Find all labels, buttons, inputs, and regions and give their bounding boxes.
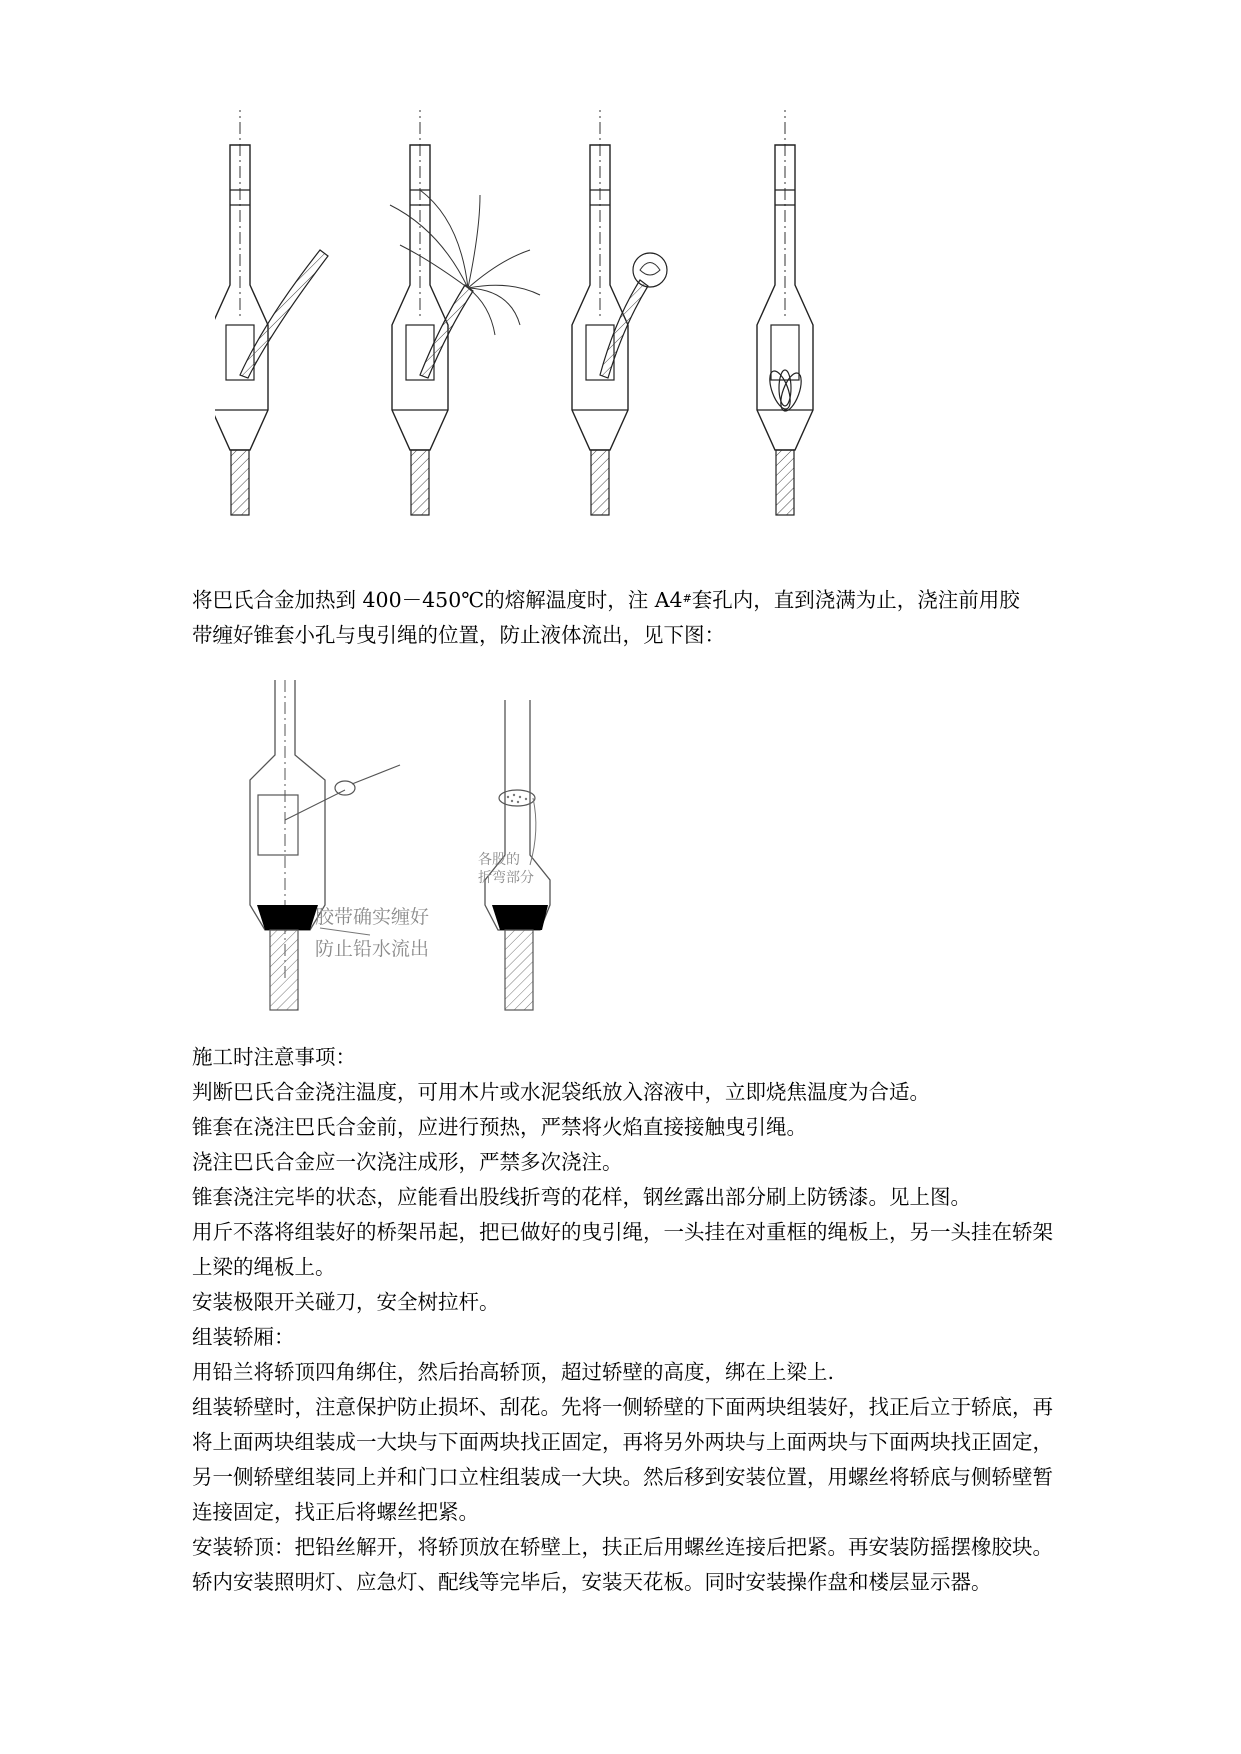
note-item: 锥套浇注完毕的状态，应能看出股线折弯的花样，钢丝露出部分刷上防锈漆。见上图。 (192, 1185, 971, 1209)
tape-label-line-1: 胶带确实缠好 (315, 906, 430, 928)
stage-3-diagram (572, 110, 667, 515)
caption-line-1-tail: 套孔内，直到浇满为止，浇注前用胶 (691, 588, 1020, 612)
stage-2-diagram (390, 110, 540, 515)
construction-notes (192, 1040, 1062, 1600)
note-item: 浇注巴氏合金应一次浇注成形，严禁多次浇注。 (192, 1150, 623, 1174)
stage-4-diagram (757, 110, 813, 515)
tape-label-line-2: 防止铅水流出 (315, 938, 430, 960)
stage-1-diagram (215, 110, 328, 515)
strand-label-line-2: 折弯部分 (478, 870, 534, 886)
taped-socket-figure (230, 680, 610, 1040)
note-item: 用铅兰将轿顶四角绑住，然后抬高轿顶，超过轿壁的高度，绑在上梁上. (192, 1360, 835, 1384)
caption-sup: # (682, 592, 692, 605)
note-item: 用斤不落将组装好的桥架吊起，把已做好的曳引绳，一头挂在对重框的绳板上，另一头挂在轿架上梁的绳板上。 (192, 1220, 1053, 1279)
right-strand-socket (478, 700, 550, 1010)
note-item: 锥套在浇注巴氏合金前，应进行预热，严禁将火焰直接接触曳引绳。 (192, 1115, 807, 1139)
caption-line-1-text: 将巴氏合金加热到 400－450℃的熔解温度时，注 A4 (192, 588, 683, 612)
caption-line-1 (192, 583, 1062, 618)
note-item: 安装极限开关碰刀，安全树拉杆。 (192, 1290, 500, 1314)
strand-label-line-1: 各股的 (478, 852, 520, 868)
left-taped-socket (250, 680, 429, 1010)
note-heading: 施工时注意事项： (192, 1045, 356, 1069)
note-item: 轿内安装照明灯、应急灯、配线等完毕后，安装天花板。同时安装操作盘和楼层显示器。 (192, 1570, 992, 1594)
pouring-instruction (192, 583, 1062, 653)
caption-line-2: 带缠好锥套小孔与曳引绳的位置，防止液体流出，见下图： (192, 623, 725, 647)
rope-socket-stages-figure (215, 110, 915, 550)
note-item: 判断巴氏合金浇注温度，可用木片或水泥袋纸放入溶液中，立即烧焦温度为合适。 (192, 1080, 930, 1104)
note-item: 组装轿壁时，注意保护防止损坏、刮花。先将一侧轿壁的下面两块组装好，找正后立于轿底，再将上面两块组装成一大块与下面两块找正固定，再将另外两块与上面两块与下面两块找正固定，另一侧轿壁组装同上并和门口立柱组装成一大块。然后移到安装位置，用螺丝将轿底与侧轿壁暂连接固定，找正后将螺丝把紧。 (192, 1395, 1053, 1524)
car-assembly-heading: 组装轿厢： (192, 1325, 295, 1349)
note-item: 安装轿顶：把铅丝解开，将轿顶放在轿壁上，扶正后用螺丝连接后把紧。再安装防摇摆橡胶块。 (192, 1535, 1053, 1559)
